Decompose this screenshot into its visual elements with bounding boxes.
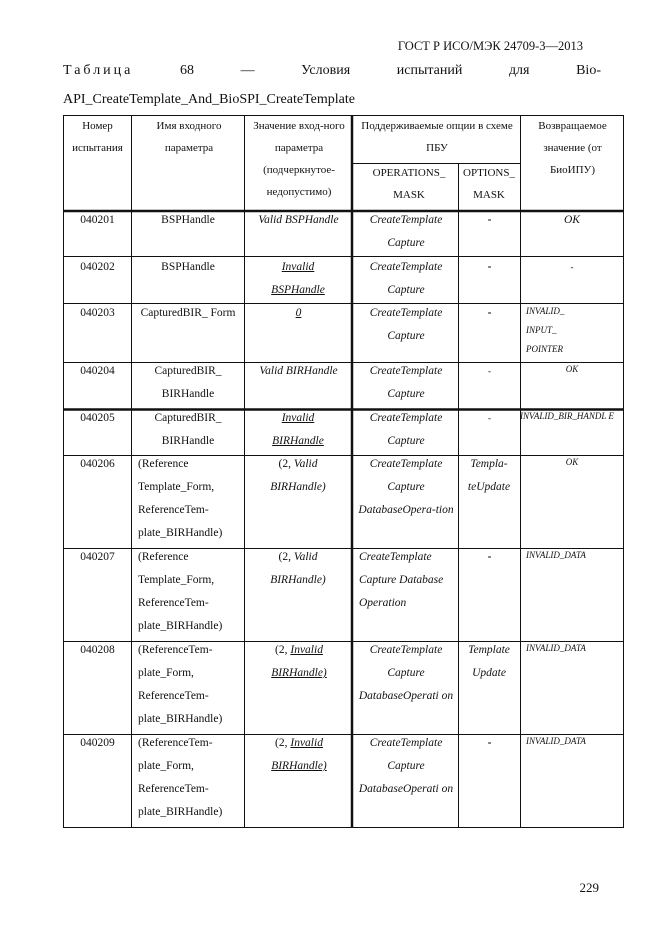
row-operations: CreateTemplate Capture [369,412,443,447]
row-test-number: 040202 [80,261,115,273]
row-return-value: INVALID_DATA [526,550,586,560]
row-param-value: 0 [295,307,302,319]
page-number: 229 [579,880,599,895]
row-operations: CreateTemplate Capture DatabaseOperati on [358,644,454,702]
row-test-number: 040203 [80,307,115,319]
row-test-number: 040201 [80,214,115,226]
row-param-name: (ReferenceTem-plate_Form, ReferenceTem-plate_BIRHandle) [138,644,223,725]
header-return-value: Возвращаемое значение (от БиоИПУ) [538,120,607,176]
row-operations: CreateTemplate Capture DatabaseOperati on [358,737,454,795]
row-param-name: BSPHandle [161,261,215,273]
row-operations: CreateTemplate Capture DatabaseOpera-tion [358,458,454,516]
caption-word: для [508,63,530,78]
row-param-value [260,453,336,499]
header-param-name: Имя входного параметра [156,120,222,154]
row-options: Template Update [468,644,510,679]
row-test-number: 040209 [80,737,115,749]
row-return-value: OK [565,457,579,467]
row-return-value: INVALID_BIR_HANDL E [520,411,614,421]
row-param-value: Valid BIRHandle [259,365,338,377]
row-options: - [487,737,492,749]
row-options: Templa-teUpdate [467,458,511,493]
row-param-name: (Reference Template_Form, ReferenceTem-plate_BIRHandle) [138,458,223,539]
value-prefix: (2, [275,737,291,749]
header-param-value: Значение вход-ного параметра (подчеркнутое-недопустимо) [253,120,345,198]
row-options: - [487,214,492,226]
row-operations: CreateTemplate Capture Database Operation [359,551,444,609]
header-supported-options: Поддерживаемые опции в схеме ПБУ [361,120,513,154]
row-param-name: (Reference Template_Form, ReferenceTem-plate_BIRHandle) [138,551,223,632]
row-operations: CreateTemplate Capture [369,261,443,296]
caption-word: Bio- [576,63,601,78]
row-param-name: BSPHandle [161,214,215,226]
value-prefix: (2, [275,644,291,656]
value-prefix: (2, [278,458,294,470]
row-param-value: Invalid BIRHandle [272,412,324,447]
header-operations-mask: OPERATIONS_ MASK [372,167,446,201]
row-test-number: 040205 [80,412,115,424]
caption-word: Условия [301,63,351,78]
row-operations: CreateTemplate Capture [369,307,443,342]
row-test-number: 040206 [80,458,115,470]
page-header: ГОСТ Р ИСО/МЭК 24709-3—2013 [397,39,583,53]
value-main: Invalid BIRHandle) [271,737,327,772]
value-main: Valid BIRHandle) [270,551,326,586]
row-param-value: Valid BSPHandle [258,214,339,226]
row-options: - [487,551,492,563]
row-test-number: 040207 [80,551,115,563]
row-operations: CreateTemplate Capture [369,214,443,249]
row-return-value: OK [564,214,580,226]
value-prefix: (2, [278,551,294,563]
caption-word: 68 [179,63,194,78]
value-main: Valid BIRHandle) [270,458,326,493]
row-param-value [262,732,336,778]
row-return-value: INVALID_DATA [526,643,586,653]
row-return-value: OK [565,364,579,374]
caption-word: испытаний [396,63,463,78]
row-return-value: INVALID_DATA [526,736,586,746]
caption-word: Таблица [63,63,134,78]
row-options: - [488,366,491,376]
row-operations: CreateTemplate Capture [369,365,443,400]
row-options: - [488,413,491,423]
row-param-name: CapturedBIR_ BIRHandle [154,365,222,400]
row-return-value: INVALID_ INPUT_ POINTER [526,306,565,354]
row-param-name: CapturedBIR_ BIRHandle [154,412,222,447]
table-caption-line2: API_CreateTemplate_And_BioSPI_CreateTemplate [63,92,355,107]
row-return-value: - [570,262,574,272]
row-options: - [487,307,492,319]
row-param-name: CapturedBIR_ Form [140,307,236,319]
value-main: Invalid BIRHandle) [271,644,327,679]
row-param-value [260,546,336,592]
row-test-number: 040208 [80,644,115,656]
row-param-value [262,639,336,685]
row-param-name: (ReferenceTem-plate_Form, ReferenceTem-plate_BIRHandle) [138,737,223,818]
row-param-value: Invalid BSPHandle [271,261,325,296]
header-test-number: Номер испытания [72,120,123,154]
caption-word: — [240,63,255,78]
row-options: - [487,261,492,273]
header-options-mask: OPTIONS_ MASK [463,167,515,201]
row-test-number: 040204 [80,365,115,377]
